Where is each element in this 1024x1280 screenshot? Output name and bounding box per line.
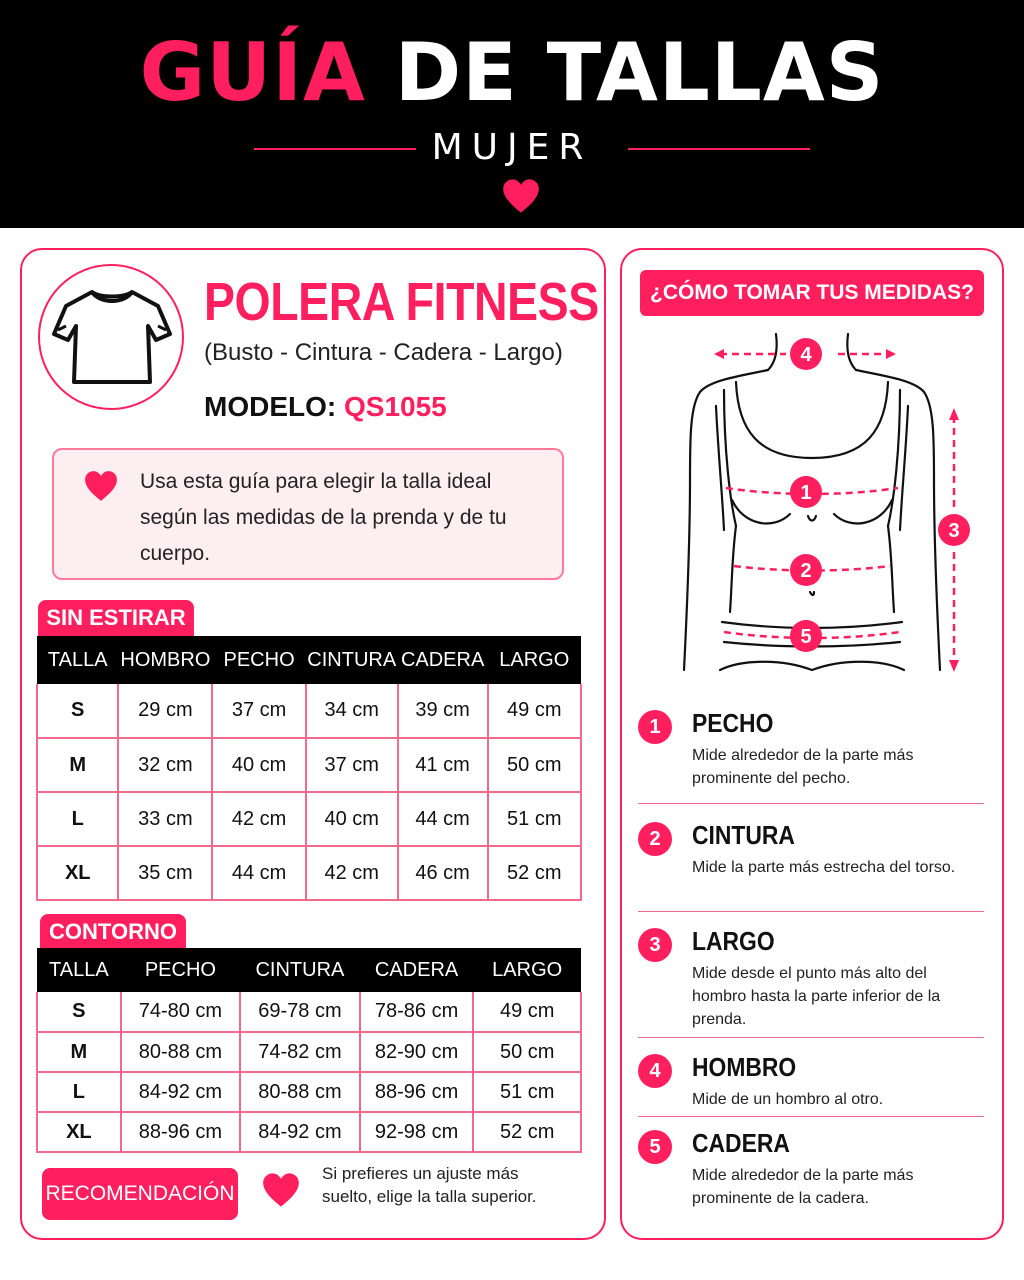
table-cell: 34 cm [306,684,398,738]
figure-marker-1 [790,476,822,508]
size-table-sin-estirar [36,636,582,901]
table-cell: 80-88 cm [240,1072,360,1112]
table-cell: 51 cm [488,792,581,846]
table-cell: 42 cm [306,846,398,900]
table-header: PECHO [121,948,240,992]
heart-icon [84,470,118,502]
table-header: CINTURA [306,636,398,684]
table-header: PECHO [212,636,305,684]
info-box [52,448,564,580]
figure-number: 1 [800,482,812,504]
table-row [37,1032,581,1072]
table-label-contorno: CONTORNO [40,914,186,950]
table-cell: 41 cm [398,738,488,792]
table-cell: 78-86 cm [360,992,474,1032]
divider [638,911,984,912]
divider-right [628,148,810,150]
table-cell: 35 cm [118,846,212,900]
figure-number: 2 [800,560,812,582]
table-row [37,1072,581,1112]
table-cell: 51 cm [473,1072,581,1112]
table-header: CINTURA [240,948,360,992]
table-header: LARGO [473,948,581,992]
page-title-pink: GUÍA [139,26,366,119]
figure-marker-5 [790,620,822,652]
page-subtitle: MUJER [431,127,593,168]
table-cell: 37 cm [212,684,305,738]
heart-icon [502,178,540,214]
figure-number: 3 [948,520,960,542]
divider [638,1037,984,1038]
table-row [37,684,581,738]
tshirt-icon [52,282,172,392]
figure-marker-2 [790,554,822,586]
recommendation-text: Si prefieres un ajuste más suelto, elige la talla superior. [322,1164,537,1206]
measure-number: 1 [638,710,672,744]
table-cell: 44 cm [212,846,305,900]
table-cell: S [37,684,118,738]
table-cell: 49 cm [488,684,581,738]
measure-desc: Mide alrededor de la parte más prominente del pecho. [692,747,914,787]
table-cell: 46 cm [398,846,488,900]
table-header: CADERA [398,636,488,684]
figure-marker-4 [790,338,822,370]
page-title [0,28,1024,118]
table-row [37,846,581,900]
table-cell: M [37,1032,121,1072]
table-header-row [37,636,581,684]
garment-badge [38,264,184,410]
measure-number: 2 [638,822,672,856]
table-cell: 74-82 cm [240,1032,360,1072]
table-cell: 88-96 cm [360,1072,474,1112]
table-cell: 32 cm [118,738,212,792]
table-row [37,992,581,1032]
table-header: TALLA [37,636,118,684]
info-text: Usa esta guía para elegir la talla ideal según las medidas de la prenda y de tu cuerpo. [140,470,507,565]
figure-marker-3 [938,514,970,546]
table-cell: 82-90 cm [360,1032,474,1072]
table-cell: L [37,792,118,846]
how-to-measure-title: ¿CÓMO TOMAR TUS MEDIDAS? [640,270,984,316]
table-label-sin-estirar: SIN ESTIRAR [38,600,194,638]
measure-name: CADERA [692,1128,790,1158]
table-header: LARGO [488,636,581,684]
measure-desc: Mide la parte más estrecha del torso. [692,859,956,876]
table-header: TALLA [37,948,121,992]
divider [638,1116,984,1117]
table-cell: 84-92 cm [240,1112,360,1152]
table-cell: 50 cm [473,1032,581,1072]
measure-number: 5 [638,1130,672,1164]
recommendation-badge: RECOMENDACIÓN [42,1168,238,1220]
table-cell: 44 cm [398,792,488,846]
measure-desc: Mide desde el punto más alto del hombro hasta la parte inferior de la prenda. [692,965,941,1028]
measure-number: 3 [638,928,672,962]
table-cell: L [37,1072,121,1112]
table-cell: 37 cm [306,738,398,792]
table-header: HOMBRO [118,636,212,684]
measure-desc: Mide alrededor de la parte más prominente de la cadera. [692,1167,914,1207]
table-cell: 42 cm [212,792,305,846]
table-cell: 80-88 cm [121,1032,240,1072]
table-cell: 69-78 cm [240,992,360,1032]
table-cell: 39 cm [398,684,488,738]
table-header: CADERA [360,948,474,992]
table-cell: 88-96 cm [121,1112,240,1152]
table-cell: 84-92 cm [121,1072,240,1112]
table-cell: XL [37,846,118,900]
table-cell: 29 cm [118,684,212,738]
table-cell: S [37,992,121,1032]
product-title: POLERA FITNESS [204,272,599,332]
divider [638,803,984,804]
table-cell: 74-80 cm [121,992,240,1032]
table-cell: 92-98 cm [360,1112,474,1152]
heart-icon [262,1172,300,1208]
table-cell: 50 cm [488,738,581,792]
page-title-white: DE TALLAS [394,26,885,119]
table-cell: M [37,738,118,792]
table-row [37,738,581,792]
measure-name: CINTURA [692,820,795,850]
product-subtitle: (Busto - Cintura - Cadera - Largo) [204,339,563,366]
table-cell: 52 cm [488,846,581,900]
table-cell: 49 cm [473,992,581,1032]
table-cell: XL [37,1112,121,1152]
model-line [204,390,447,424]
table-row [37,792,581,846]
measure-desc: Mide de un hombro al otro. [692,1091,884,1108]
body-figure-diagram [640,330,984,686]
size-table-contorno [36,948,582,1153]
figure-number: 5 [800,626,812,648]
table-cell: 52 cm [473,1112,581,1152]
header-banner [0,0,1024,228]
table-cell: 33 cm [118,792,212,846]
measure-name: PECHO [692,708,774,738]
model-code: QS1055 [344,391,447,422]
measure-number: 4 [638,1054,672,1088]
measure-name: LARGO [692,926,775,956]
table-cell: 40 cm [212,738,305,792]
figure-number: 4 [800,344,812,366]
table-row [37,1112,581,1152]
table-cell: 40 cm [306,792,398,846]
table-header-row [37,948,581,992]
model-label: MODELO: [204,391,337,422]
measure-name: HOMBRO [692,1052,797,1082]
